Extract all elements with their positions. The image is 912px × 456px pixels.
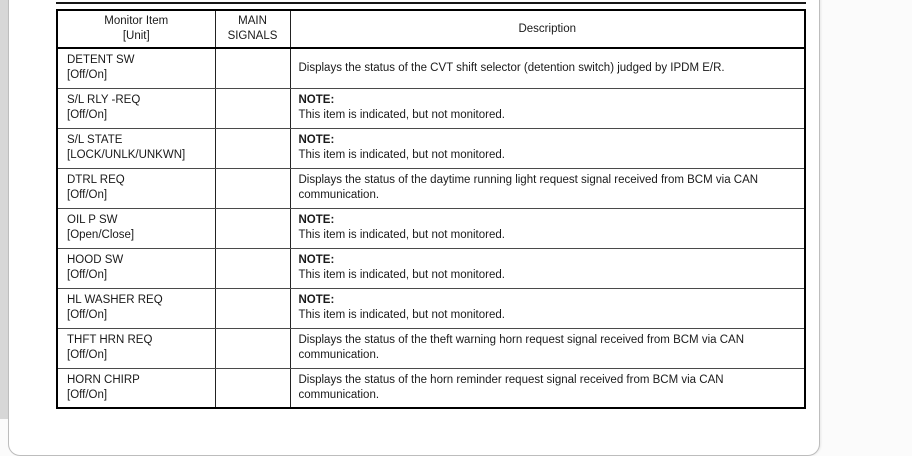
monitor-item-cell <box>57 328 215 368</box>
col-header-monitor-item <box>57 10 215 48</box>
description-cell <box>290 168 805 208</box>
description-cell <box>290 128 805 168</box>
main-signals-cell <box>215 48 290 88</box>
table-row-sl-state <box>57 128 805 168</box>
monitor-item-unit: [Off/On] <box>67 388 108 401</box>
monitor-item-name: HL WASHER REQ <box>67 294 163 306</box>
monitor-item-cell <box>57 368 215 408</box>
monitor-item-cell <box>57 48 215 88</box>
description-cell <box>290 88 805 128</box>
note-label: NOTE: <box>298 214 335 226</box>
description-text: Displays the status of the daytime running light request signal received from BCM via CAN communication. <box>298 174 759 201</box>
monitor-item-unit: [Off/On] <box>67 189 108 201</box>
col-header-main-signals-line1: MAIN <box>238 15 267 27</box>
main-signals-cell <box>215 248 290 288</box>
note-label: NOTE: <box>298 94 335 106</box>
description-text: This item is indicated, but not monitored. <box>298 309 505 321</box>
monitor-item-name: DTRL REQ <box>67 174 125 186</box>
description-cell <box>290 248 805 288</box>
monitor-item-cell <box>57 208 215 248</box>
monitor-item-cell <box>57 168 215 208</box>
note-label: NOTE: <box>298 294 335 306</box>
col-header-main-signals <box>215 10 290 48</box>
main-signals-cell <box>215 328 290 368</box>
monitor-item-unit: [Off/On] <box>67 109 108 121</box>
col-header-description: Description <box>290 10 805 48</box>
monitor-item-unit: [Off/On] <box>67 349 108 361</box>
description-text: This item is indicated, but not monitored. <box>298 149 505 161</box>
monitor-item-unit: [Off/On] <box>67 69 108 82</box>
monitor-item-cell <box>57 248 215 288</box>
monitor-item-name: DETENT SW <box>67 54 135 67</box>
table-row-detent-sw <box>57 48 805 88</box>
table-header-row <box>57 10 805 48</box>
main-signals-cell <box>215 128 290 168</box>
monitor-item-name: OIL P SW <box>67 214 118 226</box>
monitor-item-name: S/L RLY -REQ <box>67 94 141 106</box>
col-header-main-signals-line2: SIGNALS <box>227 30 278 42</box>
table-row-dtrl-req <box>57 168 805 208</box>
table-row-sl-rly-req <box>57 88 805 128</box>
description-text: Displays the status of the theft warning horn request signal received from BCM via CAN communication. <box>298 334 745 361</box>
viewer-background-left-strip <box>0 0 8 419</box>
table-row-horn-chirp <box>57 368 805 408</box>
col-header-monitor-item-label: Monitor Item <box>104 15 169 27</box>
cropped-content-edge <box>56 2 806 4</box>
monitor-item-cell <box>57 88 215 128</box>
description-cell <box>290 328 805 368</box>
description-text: Displays the status of the horn reminder request signal received from BCM via CAN communication. <box>298 373 724 401</box>
monitor-item-unit: [Open/Close] <box>67 229 135 241</box>
description-cell <box>290 48 805 88</box>
monitor-item-name: HORN CHIRP <box>67 373 140 386</box>
monitor-item-cell <box>57 128 215 168</box>
main-signals-cell <box>215 88 290 128</box>
note-label: NOTE: <box>298 134 335 146</box>
monitor-item-unit: [LOCK/UNLK/UNKWN] <box>67 149 186 161</box>
main-signals-cell <box>215 208 290 248</box>
monitor-item-cell <box>57 288 215 328</box>
monitor-item-unit: [Off/On] <box>67 269 108 281</box>
description-text: This item is indicated, but not monitored. <box>298 229 505 241</box>
table-row-hl-washer-req <box>57 288 805 328</box>
description-cell <box>290 368 805 408</box>
table-row-thft-hrn-req <box>57 328 805 368</box>
description-text: This item is indicated, but not monitored. <box>298 109 505 121</box>
description-cell <box>290 208 805 248</box>
monitor-item-name: THFT HRN REQ <box>67 334 153 346</box>
note-label: NOTE: <box>298 254 335 266</box>
col-header-unit-label: [Unit] <box>122 30 150 42</box>
table-row-hood-sw <box>57 248 805 288</box>
main-signals-cell <box>215 288 290 328</box>
document-page-panel <box>8 0 820 456</box>
monitor-item-name: S/L STATE <box>67 134 123 146</box>
monitor-item-unit: [Off/On] <box>67 309 108 321</box>
monitor-item-name: HOOD SW <box>67 254 124 266</box>
description-text: This item is indicated, but not monitored. <box>298 269 505 281</box>
main-signals-cell <box>215 168 290 208</box>
description-text: Displays the status of the CVT shift selector (detention switch) judged by IPDM E/R. <box>298 61 725 74</box>
monitor-item-table <box>56 9 806 409</box>
description-cell <box>290 288 805 328</box>
main-signals-cell <box>215 368 290 408</box>
table-row-oil-p-sw <box>57 208 805 248</box>
